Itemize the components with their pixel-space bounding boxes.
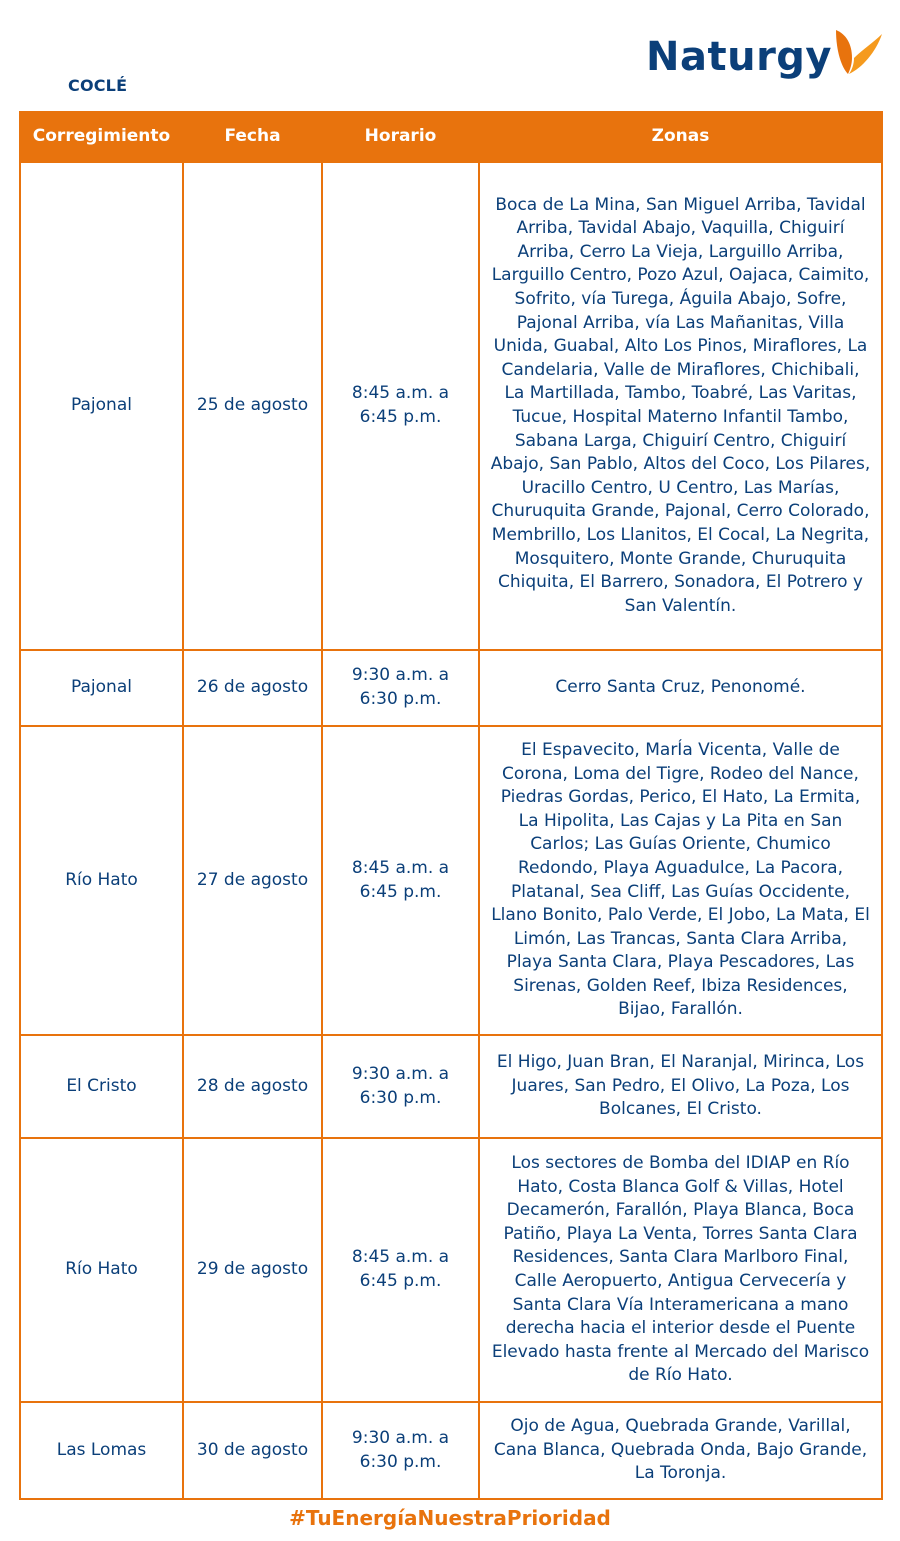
- region-title: COCLÉ: [68, 76, 128, 95]
- cell-corregimiento: Pajonal: [20, 162, 183, 650]
- cell-zonas: Cerro Santa Cruz, Penonomé.: [479, 650, 882, 726]
- table-row: [20, 1035, 882, 1138]
- table-row: [20, 726, 882, 1035]
- cell-horario: 8:45 a.m. a 6:45 p.m.: [322, 162, 479, 650]
- cell-fecha: 29 de agosto: [183, 1138, 322, 1402]
- header-corregimiento: Corregimiento: [20, 111, 183, 162]
- cell-zonas: Ojo de Agua, Quebrada Grande, Varillal, Cana Blanca, Quebrada Onda, Bajo Grande, La Toronja.: [479, 1402, 882, 1499]
- table-row: [20, 650, 882, 726]
- table-header-row: [20, 111, 882, 162]
- table-row: [20, 162, 882, 650]
- cell-horario: 9:30 a.m. a 6:30 p.m.: [322, 1402, 479, 1499]
- cell-fecha: 28 de agosto: [183, 1035, 322, 1138]
- cell-corregimiento: Río Hato: [20, 726, 183, 1035]
- cell-horario: 8:45 a.m. a 6:45 p.m.: [322, 1138, 479, 1402]
- header-fecha: Fecha: [183, 111, 322, 162]
- cell-zonas: El Espavecito, MarÍa Vicenta, Valle de Corona, Loma del Tigre, Rodeo del Nance, Piedras Gordas, Perico, El Hato, La Ermita, La Hipolita, Las Cajas y La Pita en San Carlos; Las Guías Oriente, Chumico Redondo, Playa Aguadulce, La Pacora, Platanal, Sea Cliff, Las Guías Occidente, Llano Bonito, Palo Verde, El Jobo, La Mata, El Limón, Las Trancas, Santa Clara Arriba, Playa Santa Clara, Playa Pescadores, Las Sirenas, Golden Reef, Ibiza Residences, Bijao, Farallón.: [479, 726, 882, 1035]
- cell-corregimiento: El Cristo: [20, 1035, 183, 1138]
- butterfly-icon: [832, 28, 884, 76]
- logo-wordmark: Naturgy: [646, 34, 832, 80]
- table-row: [20, 1402, 882, 1499]
- hashtag-footer: #TuEnergíaNuestraPrioridad: [289, 1506, 611, 1530]
- cell-zonas: Los sectores de Bomba del IDIAP en Río Hato, Costa Blanca Golf & Villas, Hotel Decamerón, Farallón, Playa Blanca, Boca Patiño, Playa La Venta, Torres Santa Clara Residences, Santa Clara Marlboro Final, Calle Aeropuerto, Antigua Cervecería y Santa Clara Vía Interamericana a mano derecha hacia el interior desde el Puente Elevado hasta frente al Mercado del Marisco de Río Hato.: [479, 1138, 882, 1402]
- table-row: [20, 1138, 882, 1402]
- cell-horario: 8:45 a.m. a 6:45 p.m.: [322, 726, 479, 1035]
- cell-corregimiento: Pajonal: [20, 650, 183, 726]
- outage-schedule-table: [19, 111, 883, 1500]
- header-zonas: Zonas: [479, 111, 882, 162]
- cell-fecha: 25 de agosto: [183, 162, 322, 650]
- cell-horario: 9:30 a.m. a 6:30 p.m.: [322, 650, 479, 726]
- header-horario: Horario: [322, 111, 479, 162]
- cell-horario: 9:30 a.m. a 6:30 p.m.: [322, 1035, 479, 1138]
- cell-zonas: El Higo, Juan Bran, El Naranjal, Mirinca, Los Juares, San Pedro, El Olivo, La Poza, Los Bolcanes, El Cristo.: [479, 1035, 882, 1138]
- cell-zonas: Boca de La Mina, San Miguel Arriba, Tavidal Arriba, Tavidal Abajo, Vaquilla, Chiguirí Arriba, Cerro La Vieja, Larguillo Arriba, Larguillo Centro, Pozo Azul, Oajaca, Caimito, Sofrito, vía Turega, Águila Abajo, Sofre, Pajonal Arriba, vía Las Mañanitas, Villa Unida, Guabal, Alto Los Pinos, Miraflores, La Candelaria, Valle de Miraflores, Chichibali, La Martillada, Tambo, Toabré, Las Varitas, Tucue, Hospital Materno Infantil Tambo, Sabana Larga, Chiguirí Centro, Chiguirí Abajo, San Pablo, Altos del Coco, Los Pilares, Uracillo Centro, U Centro, Las Marías, Churuquita Grande, Pajonal, Cerro Colorado, Membrillo, Los Llanitos, El Cocal, La Negrita, Mosquitero, Monte Grande, Churuquita Chiquita, El Barrero, Sonadora, El Potrero y San Valentín.: [479, 162, 882, 650]
- naturgy-logo: [646, 28, 886, 94]
- cell-fecha: 30 de agosto: [183, 1402, 322, 1499]
- cell-fecha: 26 de agosto: [183, 650, 322, 726]
- cell-fecha: 27 de agosto: [183, 726, 322, 1035]
- cell-corregimiento: Las Lomas: [20, 1402, 183, 1499]
- cell-corregimiento: Río Hato: [20, 1138, 183, 1402]
